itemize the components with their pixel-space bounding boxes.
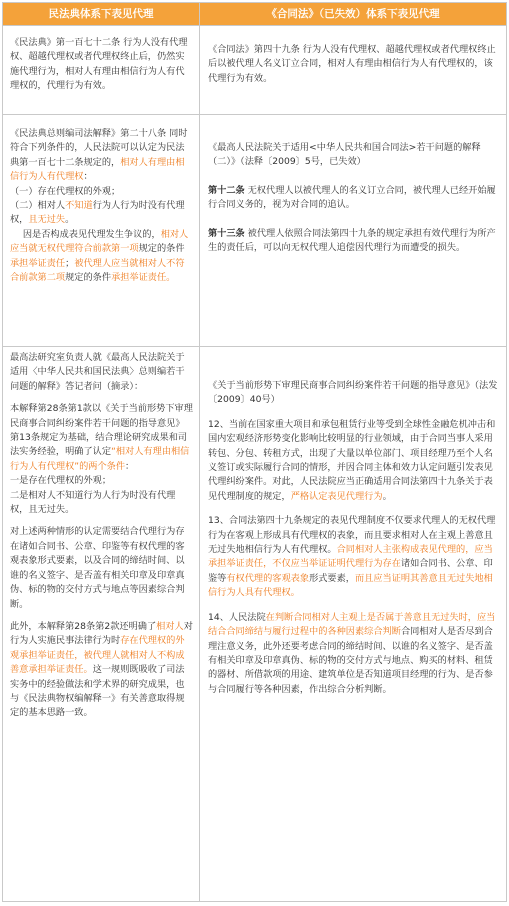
civil-code-article-172: 《民法典》第一百七十二条 行为人没有代理权、超越代理权或者代理权终止后，仍然实施代理行为，相对人有理由相信行为人有代理权的，代理行为有效。 xyxy=(10,37,188,92)
guidance-opinion-title: 《关于当前形势下审理民商事合同纠纷案件若干问题的指导意见》（法发〔2009〕40号） xyxy=(208,380,498,406)
press-qa-para3: 此外，本解释第28条第2款还明确了相对人对行为人实施民事法律行为时存在代理权的外观承担举证责任，被代理人就相对人不构成善意承担举证责任。这一规则既吸收了司法实务中的经验做法和学术界的研究成果，也与《民法典物权编解释一》有关善意取得规定的基本思路一致。 xyxy=(10,620,193,719)
header-left: 民法典体系下表见代理 xyxy=(3,3,199,25)
interpretation-ii-title: 《最高人民法院关于适用<中华人民共和国合同法>若干问题的解释（二）》（法释〔2009〕5号，已失效） xyxy=(208,142,481,168)
guidance-item-12: 12、当前在国家重大项目和承包租赁行业等受到全球性金融危机冲击和国内宏观经济形势变化影响比较明显的行业领域，由于合同当事人采用转包、分包、转租方式，出现了大量以单位部门、项目经理乃至个人名义签订或实际履行合同的情形，并因合同主体和效力认定问题引发表见代理纠纷案件。对此，人民法院应当正确适用合同法第四十九条关于表见代理制度的规定，严格认定表见代理行为。 xyxy=(208,418,496,502)
press-qa-intro: 最高法研究室负责人就《最高人民法院关于适用〈中华人民共和国民法典〉总则编若干问题的解释》答记者问（摘录）： xyxy=(10,352,185,392)
comparison-table xyxy=(2,2,507,902)
row3-right xyxy=(208,379,500,697)
press-qa-para1: 本解释第28条第1款以《关于当前形势下审理民商事合同纠纷案件若干问题的指导意见》第13条规定为基础，结合理论研究成果和司法实务经验，明确了认定“相对人有理由相信行为人有代理权”的两个条件： xyxy=(10,403,193,472)
row-divider xyxy=(3,346,506,347)
condition-one: （一）存在代理权的外观； xyxy=(10,185,121,197)
row3-left xyxy=(10,351,193,721)
condition-two: （二）相对人不知道行为人行为时没有代理权，且无过失。 xyxy=(10,200,185,226)
header-right: 《合同法》（已失效）体系下表见代理 xyxy=(200,3,506,25)
press-qa-para2: 对上述两种情形的认定需要结合代理行为存在诸如合同书、公章、印鉴等有权代理的客观表象形式要素，以及合同的缔结时间、以谁的名义签字、是否盖有相关印章及印章真伪、标的物的交付方式与地点等因素综合判断。 xyxy=(10,526,185,610)
contract-law-article-49: 《合同法》第四十九条 行为人没有代理权、超越代理权或者代理权终止后以被代理人名义订立合同，相对人有理由相信行为人有代理权的，该代理行为有效。 xyxy=(208,44,496,84)
row2-left xyxy=(10,127,193,285)
row-divider xyxy=(3,25,506,26)
article-12: 第十二条 无权代理人以被代理人的名义订立合同，被代理人已经开始履行合同义务的，视为对合同的追认。 xyxy=(208,184,496,211)
article-13: 第十三条 被代理人依照合同法第四十九条的规定承担有效代理行为所产生的责任后，可以向无权代理人追偿因代理行为而遭受的损失。 xyxy=(208,227,496,254)
row2-right xyxy=(208,141,500,255)
press-qa-condition-one: 一是存在代理权的外观； xyxy=(10,475,112,487)
press-qa-condition-two: 二是相对人不知道行为人行为时没有代理权，且无过失。 xyxy=(10,489,176,516)
guidance-item-13: 13、合同法第四十九条规定的表见代理制度不仅要求代理人的无权代理行为在客观上形成具有代理权的表象，而且要求相对人在主观上善意且无过失地相信行为人有代理权。合同相对人主张构成表见代理的，应当承担举证责任，不仅应当举证证明代理行为存在诸如合同书、公章、印鉴等有权代理的客观表象形式要素，而且应当证明其善意且无过失地相信行为人具有代理权。 xyxy=(208,515,496,599)
row1-right xyxy=(208,43,500,86)
guidance-item-14: 14、人民法院在判断合同相对人主观上是否属于善意且无过失时，应当结合合同缔结与履行过程中的各种因素综合判断合同相对人是否尽到合理注意义务，此外还要考虑合同的缔结时间、以谁的名义签字、是否盖有相关印章及印章真伪、标的物的交付方式与地点、购买的材料、租赁的器材、所借款项的用途、建筑单位是否知道项目经理的行为、是否参与合同履行等各种因素，作出综合分析判断。 xyxy=(208,611,496,695)
row-divider xyxy=(3,114,506,115)
burden-of-proof: 因是否构成表见代理发生争议的，相对人应当就无权代理符合前款第一项规定的条件承担举证责任；被代理人应当就相对人不符合前款第二项规定的条件承担举证责任。 xyxy=(10,228,189,284)
interpretation-article-28: 《民法典总则编司法解释》第二十八条 同时符合下列条件的，人民法院可以认定为民法典第一百七十二条规定的，相对人有理由相信行为人有代理权： xyxy=(10,128,188,183)
row1-left xyxy=(10,36,193,94)
column-divider xyxy=(199,3,200,901)
